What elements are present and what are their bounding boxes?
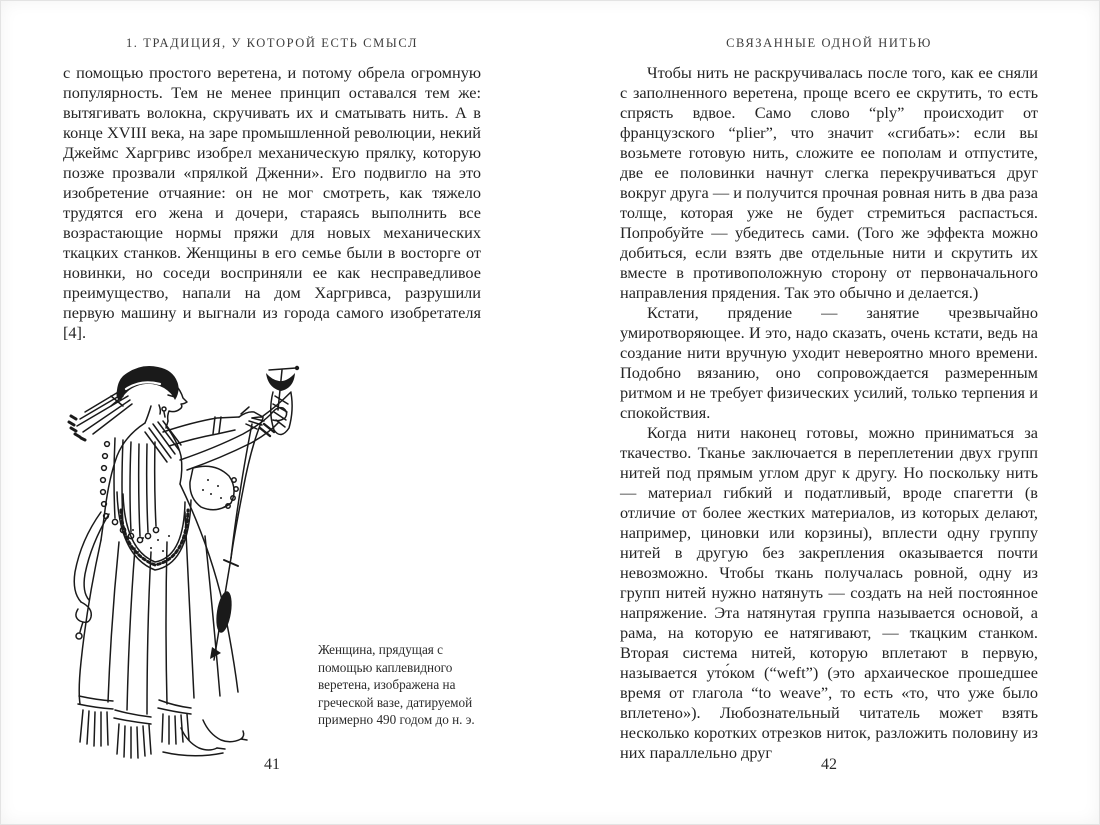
body-text-right xyxy=(620,63,1038,763)
paragraph: с помощью простого веретена, и потому обрела огромную популярность. Тем не менее принцип оставался тем же: вытягивать волокна, скручивать их и сматывать нить. А в конце XVIII века, на заре промышленной революции, некий Джеймс Харгривс изобрел механическую прялку, которую позже прозвали «прялкой Дженни». Его подвигло на это изобретение отчаяние: он не мог смотреть, как тяжело трудятся его жена и дочери, стараясь выполнить все возрастающие нормы пряжи для новых механических ткацких станков. Женщины в его семье были в восторге от новинки, но соседи восприняли ее как несправедливое преимущество, напали на дом Харгривса, разрушили первую машину и выгнали из города самого изобретателя [4]. xyxy=(63,63,481,342)
running-head-right: СВЯЗАННЫЕ ОДНОЙ НИТЬЮ xyxy=(726,36,932,50)
page-number-right: 42 xyxy=(821,756,837,773)
page-number-left: 41 xyxy=(264,756,280,773)
paragraph: Кстати, прядение — занятие чрезвычайно умиротворяющее. И это, надо сказать, очень кстати, ведь на создание нити вручную уходит невероятно много времени. Подобно вязанию, оно сопровождается размеренным ритмом и не требует физических усилий, только терпения и спокойствия. xyxy=(620,303,1038,422)
paragraph: Чтобы нить не раскручивалась после того, как ее сняли с заполненного веретена, проще всего ее скрутить, то есть спрясть вдвое. Само слово “ply” происходит от французского “plier”, что значит «сгибать»: если вы возьмете готовую нить, сложите ее пополам и отпустите, две ее половинки начнут слегка перекручиваться друг вокруг друга — и получится прочная ровная нить в два раза толще, которая уже не будет стремиться распасться. Попробуйте — убедитесь сами. (Того же эффекта можно добиться, если взять две отдельные нити и скрутить их вместе в противоположную сторону от первоначального направления прядения. Так это обычно и делается.) xyxy=(620,63,1038,302)
paragraph: Когда нити наконец готовы, можно приниматься за ткачество. Тканье заключается в переплетении двух групп нитей под прямым углом друг к другу. Но поскольку нить — материал гибкий и податливый, вроде спагетти (в отличие от более жестких материалов, из которых делают, например, циновки или корзины), вплести одну группу нитей в другую без закрепления оказывается почти невозможно. Чтобы ткань получалась ровной, одну из групп нитей нужно натянуть — создать на ней постоянное напряжение. Эта натянутая группа называется основой, а рама, на которую ее натягивают, — ткацким станком. Вторая система нитей, которую вплетают в первую, называется уто́ком (“weft”) (это архаическое прошедшее время от глагола “to weave”, то есть «то, что уже было вплетено»). Любознательный читатель может взять несколько коротких отрезков ниток, разложить половину из них параллельно друг xyxy=(620,423,1038,762)
page-left xyxy=(63,0,481,825)
page-right xyxy=(620,0,1038,825)
body-text-left xyxy=(63,63,481,343)
vase-illustration-figure xyxy=(63,360,325,764)
figure-caption: Женщина, прядущая с помощью каплевидного веретена, изображена на греческой вазе, датируемой примерно 490 годом до н. э. xyxy=(318,642,475,727)
running-head-left: 1. ТРАДИЦИЯ, У КОТОРОЙ ЕСТЬ СМЫСЛ xyxy=(125,36,419,50)
spinning-woman-illustration xyxy=(63,360,325,764)
